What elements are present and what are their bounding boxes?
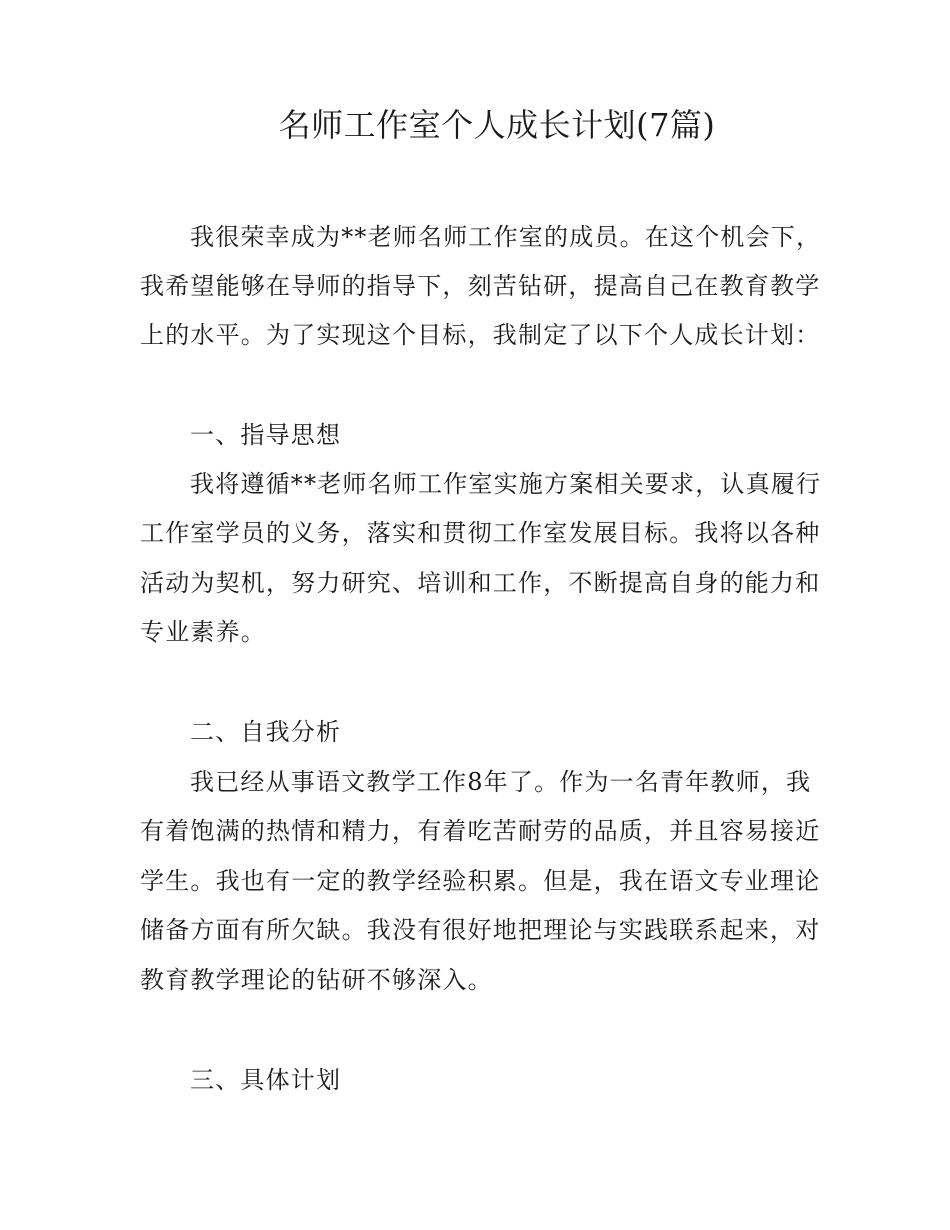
section-line: 学生。我也有一定的教学经验积累。但是，我在语文专业理论 (140, 867, 821, 895)
section-line: 储备方面有所欠缺。我没有很好地把理论与实践联系起来，对 (140, 916, 821, 944)
section-heading: 一、指导思想 (190, 421, 342, 449)
intro-line: 我很荣幸成为**老师名师工作室的成员。在这个机会下， (190, 223, 822, 251)
section-heading: 三、具体计划 (190, 1066, 342, 1094)
document-title: 名师工作室个人成长计划(7篇) (278, 106, 716, 144)
section-line: 我将遵循**老师名师工作室实施方案相关要求，认真履行 (190, 470, 822, 498)
section-line: 我已经从事语文教学工作8年了。作为一名青年教师，我 (190, 768, 812, 796)
section-line: 教育教学理论的钻研不够深入。 (140, 966, 493, 994)
section-line: 工作室学员的义务，落实和贯彻工作室发展目标。我将以各种 (140, 519, 821, 547)
section-heading: 二、自我分析 (190, 718, 342, 746)
intro-line: 我希望能够在导师的指导下，刻苦钻研，提高自己在教育教学 (140, 272, 821, 300)
section-line: 专业素养。 (140, 618, 266, 646)
section-line: 有着饱满的热情和精力，有着吃苦耐劳的品质，并且容易接近 (140, 817, 821, 845)
section-line: 活动为契机，努力研究、培训和工作，不断提高自身的能力和 (140, 569, 821, 597)
intro-line: 上的水平。为了实现这个目标，我制定了以下个人成长计划： (140, 321, 821, 349)
